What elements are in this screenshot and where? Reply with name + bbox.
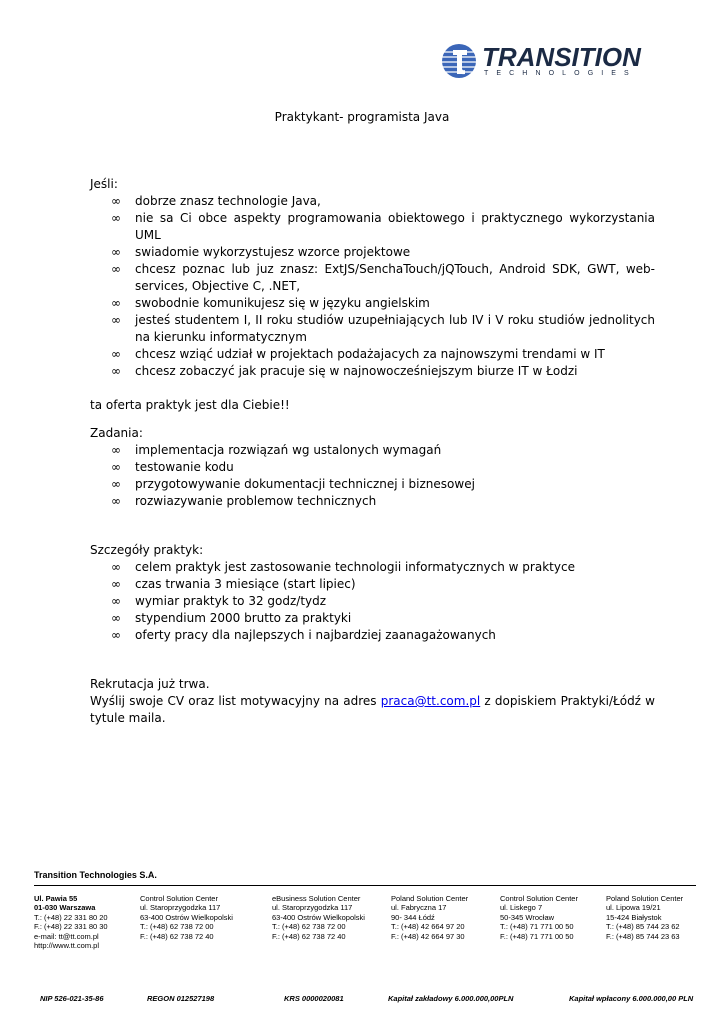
list-item-text: chcesz wziąć udział w projektach podażajacych za najnowszymi trendami w IT <box>135 347 605 361</box>
list-item-text: swobodnie komunikujesz się w języku angielskim <box>135 296 430 310</box>
details-section <box>90 542 655 644</box>
office-line: F.: (+48) 42 664 97 30 <box>391 931 465 941</box>
office-line: 90- 344 Łódź <box>391 912 435 922</box>
registry-item: Kapitał wpłacony 6.000.000,00 PLN <box>569 994 694 1003</box>
office-line: 63-400 Ostrów Wielkopolski <box>140 912 233 922</box>
infinity-bullet-icon: ∞ <box>111 211 121 225</box>
infinity-bullet-icon: ∞ <box>111 594 121 608</box>
office-line: Control Solution Center <box>140 894 218 903</box>
list-item-text: dobrze znasz technologie Java, <box>135 194 321 208</box>
logo-wordmark: TRANSITION <box>482 42 641 72</box>
office-address <box>140 894 233 941</box>
list-item <box>90 193 655 210</box>
list-item-text: testowanie kodu <box>135 460 234 474</box>
office-line: ul. Lipowa 19/21 <box>606 903 661 913</box>
office-line: 01-030 Warszawa <box>34 903 96 913</box>
office-line: F.: (+48) 62 738 72 40 <box>140 931 214 941</box>
list-item-text: czas trwania 3 miesiące (start lipiec) <box>135 577 356 591</box>
list-item <box>90 459 655 476</box>
list-item-text: stypendium 2000 brutto za praktyki <box>135 611 352 625</box>
office-line: T.: (+48) 22 331 80 20 <box>34 912 108 922</box>
infinity-bullet-icon: ∞ <box>111 364 121 378</box>
office-line: 15-424 Białystok <box>606 912 662 922</box>
infinity-bullet-icon: ∞ <box>111 560 121 574</box>
office-line: ul. Liskego 7 <box>500 903 543 913</box>
infinity-bullet-icon: ∞ <box>111 494 121 508</box>
infinity-bullet-icon: ∞ <box>111 194 121 208</box>
office-line: T.: (+48) 85 744 23 62 <box>606 922 680 932</box>
list-item-text: jesteś studentem I, II roku studiów uzupełniających lub IV i V roku studiów jednolitych na kierunku informatycznym <box>135 313 655 344</box>
logo-globe-icon <box>440 42 478 80</box>
office-line: http://www.tt.com.pl <box>34 941 100 951</box>
list-item-text: oferty pracy dla najlepszych i najbardziej zaanagażowanych <box>135 628 496 642</box>
requirements-label: Jeśli: <box>90 177 118 191</box>
company-logo <box>440 42 660 84</box>
office-line: eBusiness Solution Center <box>272 894 361 903</box>
office-line: F.: (+48) 71 771 00 50 <box>500 931 574 941</box>
list-item-text: implementacja rozwiązań wg ustalonych wymagań <box>135 443 442 457</box>
list-item-text: celem praktyk jest zastosowanie technologii informatycznych w praktyce <box>135 560 575 574</box>
list-item <box>90 476 655 493</box>
list-item <box>90 442 655 459</box>
list-item-text: chcesz poznac lub juz znasz: ExtJS/SenchaTouch/jQTouch, Android SDK, GWT, web-services, Objective C, .NET, <box>135 262 655 293</box>
office-line: e-mail: tt@tt.com.pl <box>34 931 99 941</box>
registry-item: Kapitał zakładowy 6.000.000,00PLN <box>388 994 514 1003</box>
email-link[interactable]: praca@tt.com.pl <box>380 694 481 708</box>
office-address <box>391 894 468 941</box>
list-item <box>90 295 655 312</box>
list-item-text: nie sa Ci obce aspekty programowania obiektowego i praktycznego wykorzystania UML <box>135 211 655 242</box>
infinity-bullet-icon: ∞ <box>111 577 121 591</box>
tasks-section <box>90 425 655 510</box>
list-item-text: przygotowywanie dokumentacji technicznej i biznesowej <box>135 477 475 491</box>
tasks-label: Zadania: <box>90 426 143 440</box>
office-line: F.: (+48) 62 738 72 40 <box>272 931 346 941</box>
instructions-text-start: Wyślij swoje CV oraz list motywacyjny na adres <box>90 694 381 708</box>
office-line: 50-345 Wrocław <box>500 912 555 922</box>
offer-closing: ta oferta praktyk jest dla Ciebie!! <box>90 398 290 412</box>
office-address <box>500 894 578 941</box>
infinity-bullet-icon: ∞ <box>111 628 121 642</box>
page-title: Praktykant- programista Java <box>274 110 450 124</box>
recruitment-instructions <box>90 693 655 727</box>
office-line: ul. Fabryczna 17 <box>391 903 447 913</box>
list-item <box>90 363 655 380</box>
list-item <box>90 210 655 244</box>
list-item <box>90 559 655 576</box>
requirements-list <box>90 193 655 380</box>
office-line: ul. Staroprzygodzka 117 <box>272 903 353 913</box>
office-line: Ul. Pawia 55 <box>34 894 78 903</box>
infinity-bullet-icon: ∞ <box>111 443 121 457</box>
list-item-text: rozwiazywanie problemow technicznych <box>135 494 377 508</box>
tasks-list <box>90 442 655 510</box>
list-item <box>90 493 655 510</box>
recruitment-line: Rekrutacja już trwa. <box>90 677 210 691</box>
list-item <box>90 261 655 295</box>
infinity-bullet-icon: ∞ <box>111 347 121 361</box>
office-line: T.: (+48) 62 738 72 00 <box>272 922 346 932</box>
office-address <box>606 894 683 941</box>
infinity-bullet-icon: ∞ <box>111 245 121 259</box>
registry-item: NIP 526-021-35-86 <box>40 994 104 1003</box>
office-line: ul. Staroprzygodzka 117 <box>140 903 221 913</box>
office-line: T.: (+48) 42 664 97 20 <box>391 922 465 932</box>
office-line: 63-400 Ostrów Wielkopolski <box>272 912 365 922</box>
requirements-section <box>90 176 655 414</box>
list-item <box>90 244 655 261</box>
infinity-bullet-icon: ∞ <box>111 296 121 310</box>
list-item <box>90 346 655 363</box>
list-item <box>90 627 655 644</box>
list-item <box>90 576 655 593</box>
office-address <box>272 894 365 941</box>
details-label: Szczegóły praktyk: <box>90 543 204 557</box>
registry-item: KRS 0000020081 <box>284 994 344 1003</box>
office-line: T.: (+48) 62 738 72 00 <box>140 922 214 932</box>
footer-company-name: Transition Technologies S.A. <box>34 870 157 880</box>
footer-offices <box>0 894 724 954</box>
footer-divider <box>34 885 696 886</box>
list-item <box>90 312 655 346</box>
list-item-text: wymiar praktyk to 32 godz/tydz <box>135 594 327 608</box>
infinity-bullet-icon: ∞ <box>111 611 121 625</box>
details-list <box>90 559 655 644</box>
office-line: Control Solution Center <box>500 894 578 903</box>
office-line: T.: (+48) 71 771 00 50 <box>500 922 574 932</box>
instructions-text-end: z dopiskiem Praktyki/Łódź w tytule maila. <box>90 694 655 725</box>
office-line: Poland Solution Center <box>606 894 684 903</box>
office-address <box>34 894 108 950</box>
list-item-text: swiadomie wykorzystujesz wzorce projektowe <box>135 245 411 259</box>
list-item <box>90 610 655 627</box>
infinity-bullet-icon: ∞ <box>111 262 121 276</box>
recruitment-section <box>90 676 655 727</box>
office-line: F.: (+48) 22 331 80 30 <box>34 922 108 932</box>
office-line: F.: (+48) 85 744 23 63 <box>606 931 680 941</box>
infinity-bullet-icon: ∞ <box>111 477 121 491</box>
list-item-text: chcesz zobaczyć jak pracuje się w najnowocześniejszym biurze IT w Łodzi <box>135 364 578 378</box>
infinity-bullet-icon: ∞ <box>111 313 121 327</box>
registry-item: REGON 012527198 <box>147 994 215 1003</box>
office-line: Poland Solution Center <box>391 894 469 903</box>
list-item <box>90 593 655 610</box>
logo-subtitle: TECHNOLOGIES <box>484 70 637 77</box>
infinity-bullet-icon: ∞ <box>111 460 121 474</box>
